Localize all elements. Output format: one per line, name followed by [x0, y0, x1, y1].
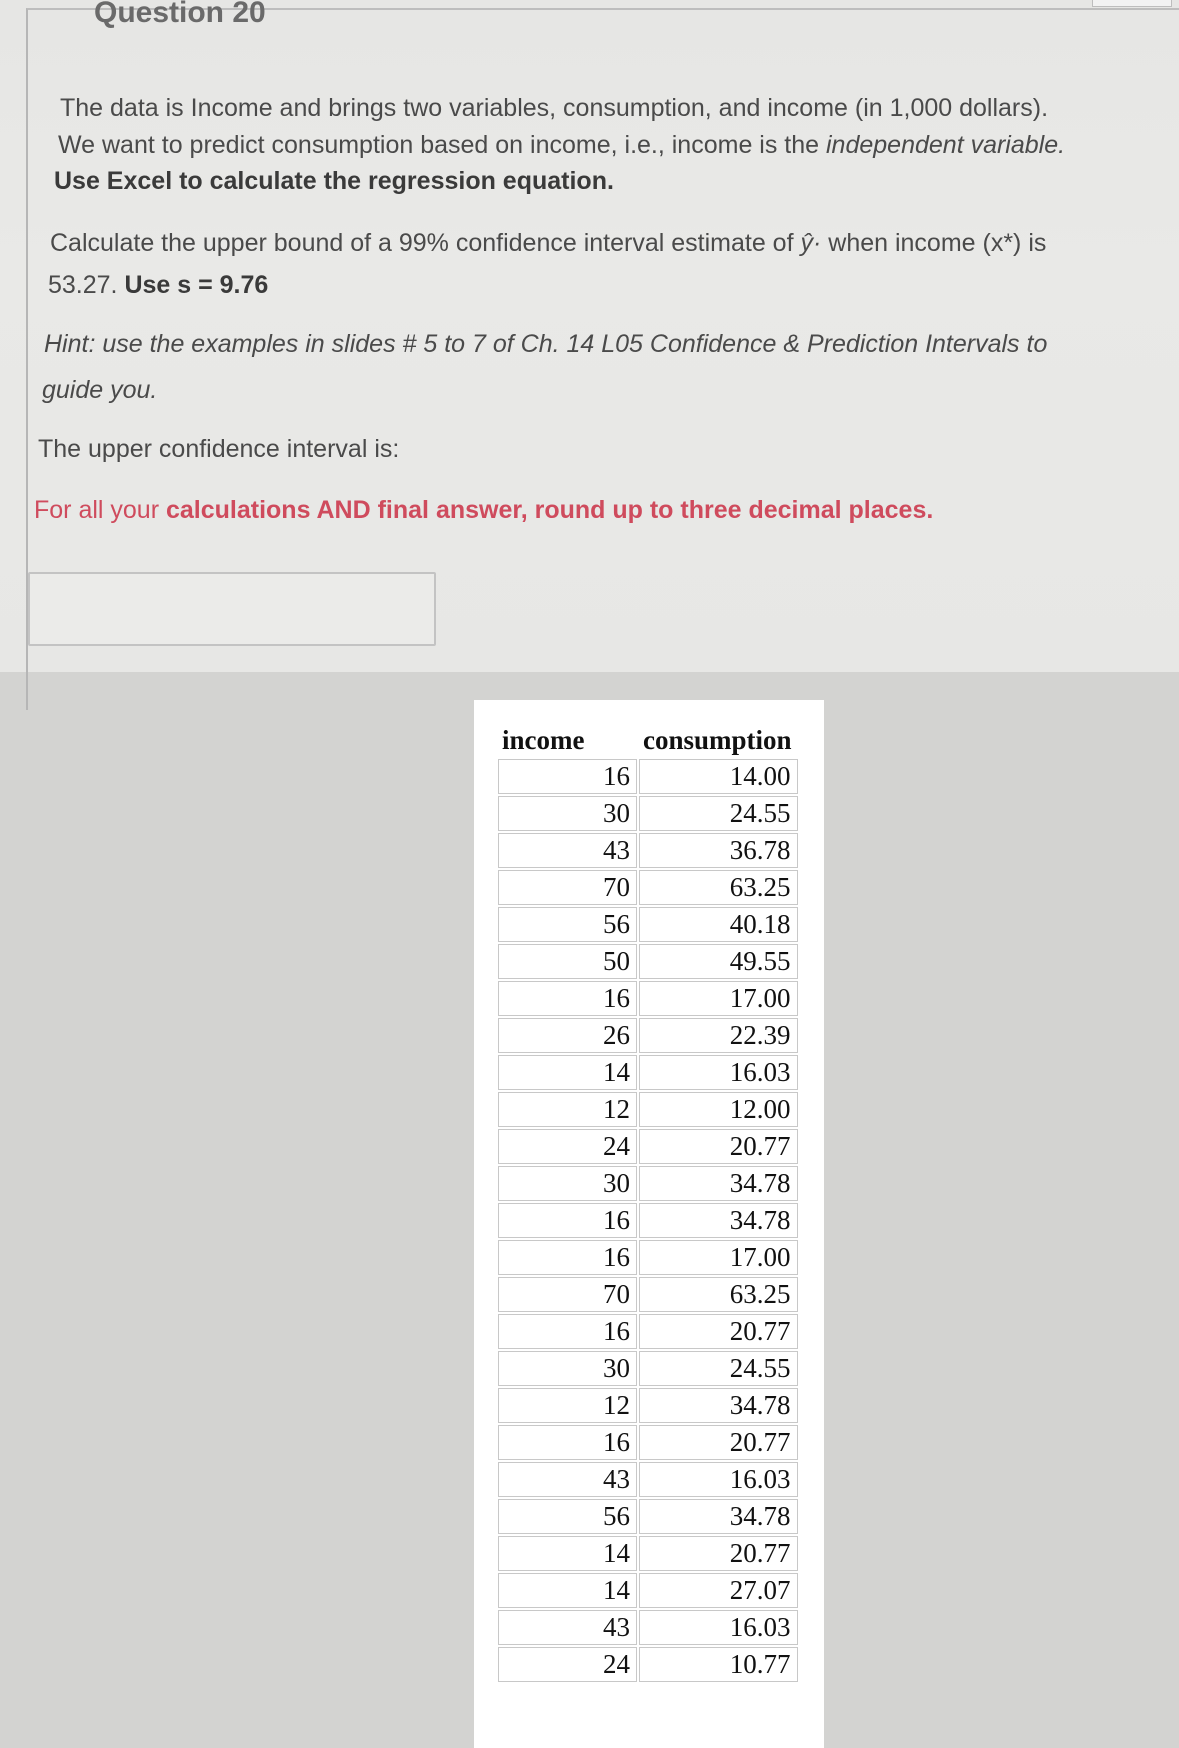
answer-prompt: The upper confidence interval is:: [38, 435, 400, 463]
consumption-cell: 63.25: [639, 1277, 798, 1312]
consumption-cell: 22.39: [639, 1018, 798, 1053]
table-row: [498, 944, 798, 979]
income-cell: 14: [498, 1536, 637, 1571]
table-header-row: [498, 723, 798, 757]
table-row: [498, 1277, 798, 1312]
income-cell: 16: [498, 1314, 637, 1349]
consumption-cell: 16.03: [639, 1055, 798, 1090]
table-row: [498, 759, 798, 794]
income-cell: 12: [498, 1388, 637, 1423]
income-cell: 26: [498, 1018, 637, 1053]
consumption-cell: 20.77: [639, 1536, 798, 1571]
income-cell: 16: [498, 981, 637, 1016]
table-row: [498, 1055, 798, 1090]
table-row: [498, 981, 798, 1016]
consumption-cell: 34.78: [639, 1166, 798, 1201]
table-row: [498, 1647, 798, 1682]
text-span: We want to predict consumption based on income, i.e., income is the: [58, 131, 826, 159]
income-cell: 56: [498, 1499, 637, 1534]
consumption-cell: 16.03: [639, 1462, 798, 1497]
consumption-cell: 27.07: [639, 1573, 798, 1608]
data-table: [496, 721, 800, 1684]
consumption-cell: 10.77: [639, 1647, 798, 1682]
table-row: [498, 1203, 798, 1238]
consumption-cell: 34.78: [639, 1499, 798, 1534]
table-row: [498, 1129, 798, 1164]
income-cell: 43: [498, 1610, 637, 1645]
consumption-cell: 20.77: [639, 1314, 798, 1349]
consumption-cell: 24.55: [639, 1351, 798, 1386]
hint-line: guide you.: [42, 376, 158, 404]
text-span: For all your: [34, 496, 166, 524]
table-row: [498, 1351, 798, 1386]
consumption-cell: 14.00: [639, 759, 798, 794]
table-row: [498, 1573, 798, 1608]
column-header-income: income: [502, 724, 585, 755]
consumption-cell: 24.55: [639, 796, 798, 831]
income-cell: 30: [498, 1351, 637, 1386]
income-cell: 70: [498, 1277, 637, 1312]
table-row: [498, 796, 798, 831]
answer-input[interactable]: [28, 572, 436, 646]
income-cell: 43: [498, 1462, 637, 1497]
consumption-cell: 20.77: [639, 1425, 798, 1460]
paragraph-line: The data is Income and brings two variables, consumption, and income (in 1,000 dollars).: [60, 94, 1049, 122]
text-span-bold: calculations AND final answer, round up to three decimal places.: [165, 496, 934, 524]
consumption-cell: 34.78: [639, 1203, 798, 1238]
consumption-cell: 40.18: [639, 907, 798, 942]
table-row: [498, 1240, 798, 1275]
income-cell: 16: [498, 759, 637, 794]
consumption-cell: 34.78: [639, 1388, 798, 1423]
text-span: when income (x*) is: [821, 229, 1047, 257]
income-cell: 14: [498, 1055, 637, 1090]
consumption-cell: 17.00: [639, 981, 798, 1016]
table-row: [498, 1536, 798, 1571]
income-cell: 24: [498, 1647, 637, 1682]
text-span: 53.27.: [48, 271, 125, 299]
consumption-cell: 20.77: [639, 1129, 798, 1164]
consumption-cell: 49.55: [639, 944, 798, 979]
table-row: [498, 1610, 798, 1645]
question-card: [0, 0, 1179, 672]
income-cell: 16: [498, 1203, 637, 1238]
paragraph-bold-line: Use Excel to calculate the regression equation.: [54, 167, 614, 195]
table-row: [498, 907, 798, 942]
paragraph-line: [50, 229, 1046, 258]
income-cell: 56: [498, 907, 637, 942]
consumption-cell: 36.78: [639, 833, 798, 868]
rounding-instruction: [34, 496, 933, 525]
table-row: [498, 1499, 798, 1534]
table-row: [498, 1462, 798, 1497]
table-row: [498, 870, 798, 905]
income-cell: 16: [498, 1240, 637, 1275]
table-row: [498, 1018, 798, 1053]
table-row: [498, 833, 798, 868]
text-span: Calculate the upper bound of a 99% confidence interval estimate of: [50, 229, 801, 257]
income-cell: 12: [498, 1092, 637, 1127]
income-cell: 14: [498, 1573, 637, 1608]
income-cell: 16: [498, 1425, 637, 1460]
s-value: Use s = 9.76: [124, 271, 269, 299]
income-cell: 24: [498, 1129, 637, 1164]
flag-tab[interactable]: [1092, 0, 1172, 7]
y-hat-symbol: ŷ·: [800, 229, 822, 257]
income-cell: 30: [498, 796, 637, 831]
table-row: [498, 1092, 798, 1127]
column-header-consumption: consumption: [643, 724, 792, 755]
income-cell: 70: [498, 870, 637, 905]
table-row: [498, 1166, 798, 1201]
consumption-cell: 12.00: [639, 1092, 798, 1127]
consumption-cell: 16.03: [639, 1610, 798, 1645]
data-table-panel: [474, 700, 824, 1748]
text-span-italic: independent variable.: [826, 131, 1066, 159]
consumption-cell: 17.00: [639, 1240, 798, 1275]
question-number: Question 20: [94, 0, 266, 29]
income-cell: 43: [498, 833, 637, 868]
consumption-cell: 63.25: [639, 870, 798, 905]
table-row: [498, 1314, 798, 1349]
table-row: [498, 1425, 798, 1460]
hint-line: Hint: use the examples in slides # 5 to 7 of Ch. 14 L05 Confidence & Prediction Intervals to: [44, 330, 1048, 358]
paragraph-line: [48, 271, 268, 300]
income-cell: 50: [498, 944, 637, 979]
table-row: [498, 1388, 798, 1423]
income-cell: 30: [498, 1166, 637, 1201]
paragraph-line: [58, 131, 1065, 160]
